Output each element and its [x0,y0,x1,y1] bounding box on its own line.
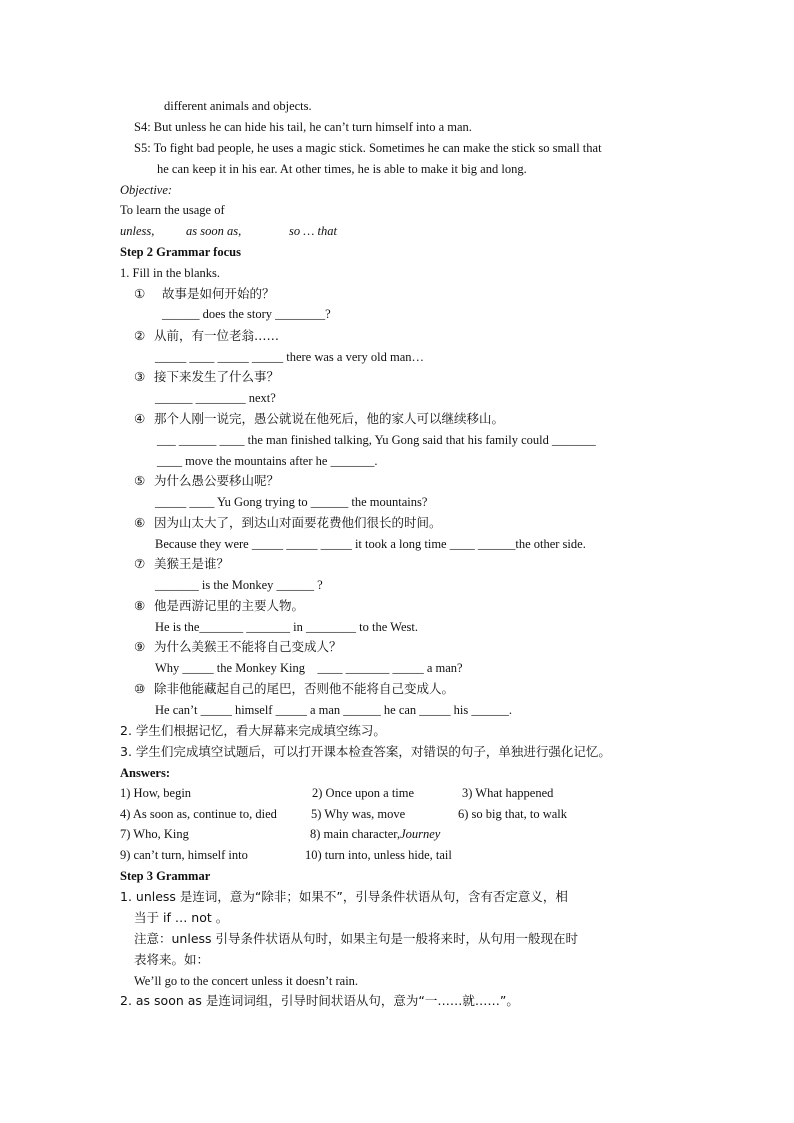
item-6-english: Because they were _____ _____ _____ it took a long time ____ ______the other side. [155,537,586,551]
item-1-english: ______ does the story ________? [162,307,331,321]
item-7-prompt: 美猴王是谁？ [154,556,230,571]
item-5-chinese [134,472,279,490]
item-9-chinese [134,638,342,656]
objective-label: Objective: [120,183,173,197]
item-6-number: ⑥ [134,515,146,530]
item-2-number: ② [134,328,146,343]
story-s5-line1: S5: To fight bad people, he uses a magic stick. Sometimes he can make the stick so small that [134,141,602,155]
item-8-chinese [134,597,304,615]
answer-9: 9) can’t turn, himself into [120,848,248,862]
item-9-number: ⑨ [134,639,146,654]
item-1-chinese [134,285,275,303]
item-7-english: _______ is the Monkey ______ ? [155,578,323,592]
item-5-prompt: 为什么愚公要移山呢？ [154,473,280,488]
answer-7: 7) Who, King [120,827,189,841]
answer-6: 6) so big that, to walk [458,807,568,821]
item-7-number: ⑦ [134,556,146,571]
item-2-chinese [134,327,279,345]
answers-title: Answers: [120,766,170,780]
item-2-prompt: 从前，有一位老翁…… [154,328,280,343]
objective-word-so-that: so … that [289,224,337,238]
step2-title: Step 2 Grammar focus [120,245,241,259]
item-4-chinese [134,410,504,428]
item-4-prompt: 那个人刚一说完，愚公就说在他死后，他的家人可以继续移山。 [154,411,505,426]
answer-8-text: 8) main character, [310,827,401,841]
item-4-english-line2: ____ move the mountains after he _______. [157,454,378,468]
item-3-chinese [134,368,279,386]
item-8-prompt: 他是西游记里的主要人物。 [154,598,305,613]
item-5-number: ⑤ [134,473,146,488]
story-continuation: different animals and objects. [164,99,312,113]
answer-1: 1) How, begin [120,786,192,800]
item-5-english: _____ ____ Yu Gong trying to ______ the mountains? [155,495,428,509]
answer-8-italic: Journey [400,827,441,841]
item-3-prompt: 接下来发生了什么事？ [154,369,280,384]
step3-note-line2: 表将来。如： [134,952,210,967]
answer-4: 4) As soon as, continue to, died [120,807,277,821]
answer-2: 2) Once upon a time [312,786,415,800]
item-8-number: ⑧ [134,598,146,613]
step3-title: Step 3 Grammar [120,869,211,883]
item-9-prompt: 为什么美猴王不能将自己变成人？ [154,639,342,654]
item-1-prompt: 故事是如何开始的？ [162,286,275,301]
step3-point2: 2. as soon as 是连词词组，引导时间状语从句，意为“一……就……”。 [120,993,519,1008]
item-3-number: ③ [134,369,146,384]
item-9-english: Why _____ the Monkey King ____ _______ _____ a man? [155,661,463,675]
step3-example: We’ll go to the concert unless it doesn’t rain. [134,974,359,988]
item-2-english: _____ ____ _____ _____ there was a very old man… [155,350,425,364]
objective-word-as-soon-as: as soon as, [186,224,242,238]
item-6-prompt: 因为山太大了，到达山对面要花费他们很长的时间。 [154,515,442,530]
story-s5-line2: he can keep it in his ear. At other times, he is able to make it big and long. [157,162,527,176]
step2-intro: 1. Fill in the blanks. [120,266,220,280]
answer-10: 10) turn into, unless hide, tail [305,848,452,862]
item-10-prompt: 除非他能藏起自己的尾巴，否则他不能将自己变成人。 [154,681,455,696]
item-7-chinese [134,555,229,573]
objective-word-unless: unless, [120,224,155,238]
item-3-english: ______ ________ next? [155,391,276,405]
item-10-chinese [134,680,454,698]
item-10-number: ⑩ [134,681,146,696]
item-8-english: He is the_______ _______ in ________ to the West. [155,620,418,634]
step2-note-2: 2. 学生们根据记忆，看大屏幕来完成填空练习。 [120,723,386,738]
item-1-number: ① [134,286,146,301]
step3-point1-line1: 1. unless 是连词，意为“除非；如果不”，引导条件状语从句，含有否定意义，相 [120,889,568,904]
step3-point1-line2: 当于 if … not 。 [134,910,229,925]
step2-note-3: 3. 学生们完成填空试题后，可以打开课本检查答案，对错误的句子，单独进行强化记忆。 [120,744,611,759]
answer-3: 3) What happened [462,786,554,800]
story-s4: S4: But unless he can hide his tail, he can’t turn himself into a man. [134,120,472,134]
step3-note-line1: 注意：unless 引导条件状语从句时，如果主句是一般将来时，从句用一般现在时 [134,931,579,946]
item-4-number: ④ [134,411,146,426]
answer-8 [310,825,440,843]
item-6-chinese [134,514,442,532]
item-10-english: He can’t _____ himself _____ a man ______ he can _____ his ______. [155,703,513,717]
answer-5: 5) Why was, move [311,807,406,821]
item-4-english-line1: ___ ______ ____ the man finished talking, Yu Gong said that his family could _______ [157,433,596,447]
objective-text: To learn the usage of [120,203,225,217]
